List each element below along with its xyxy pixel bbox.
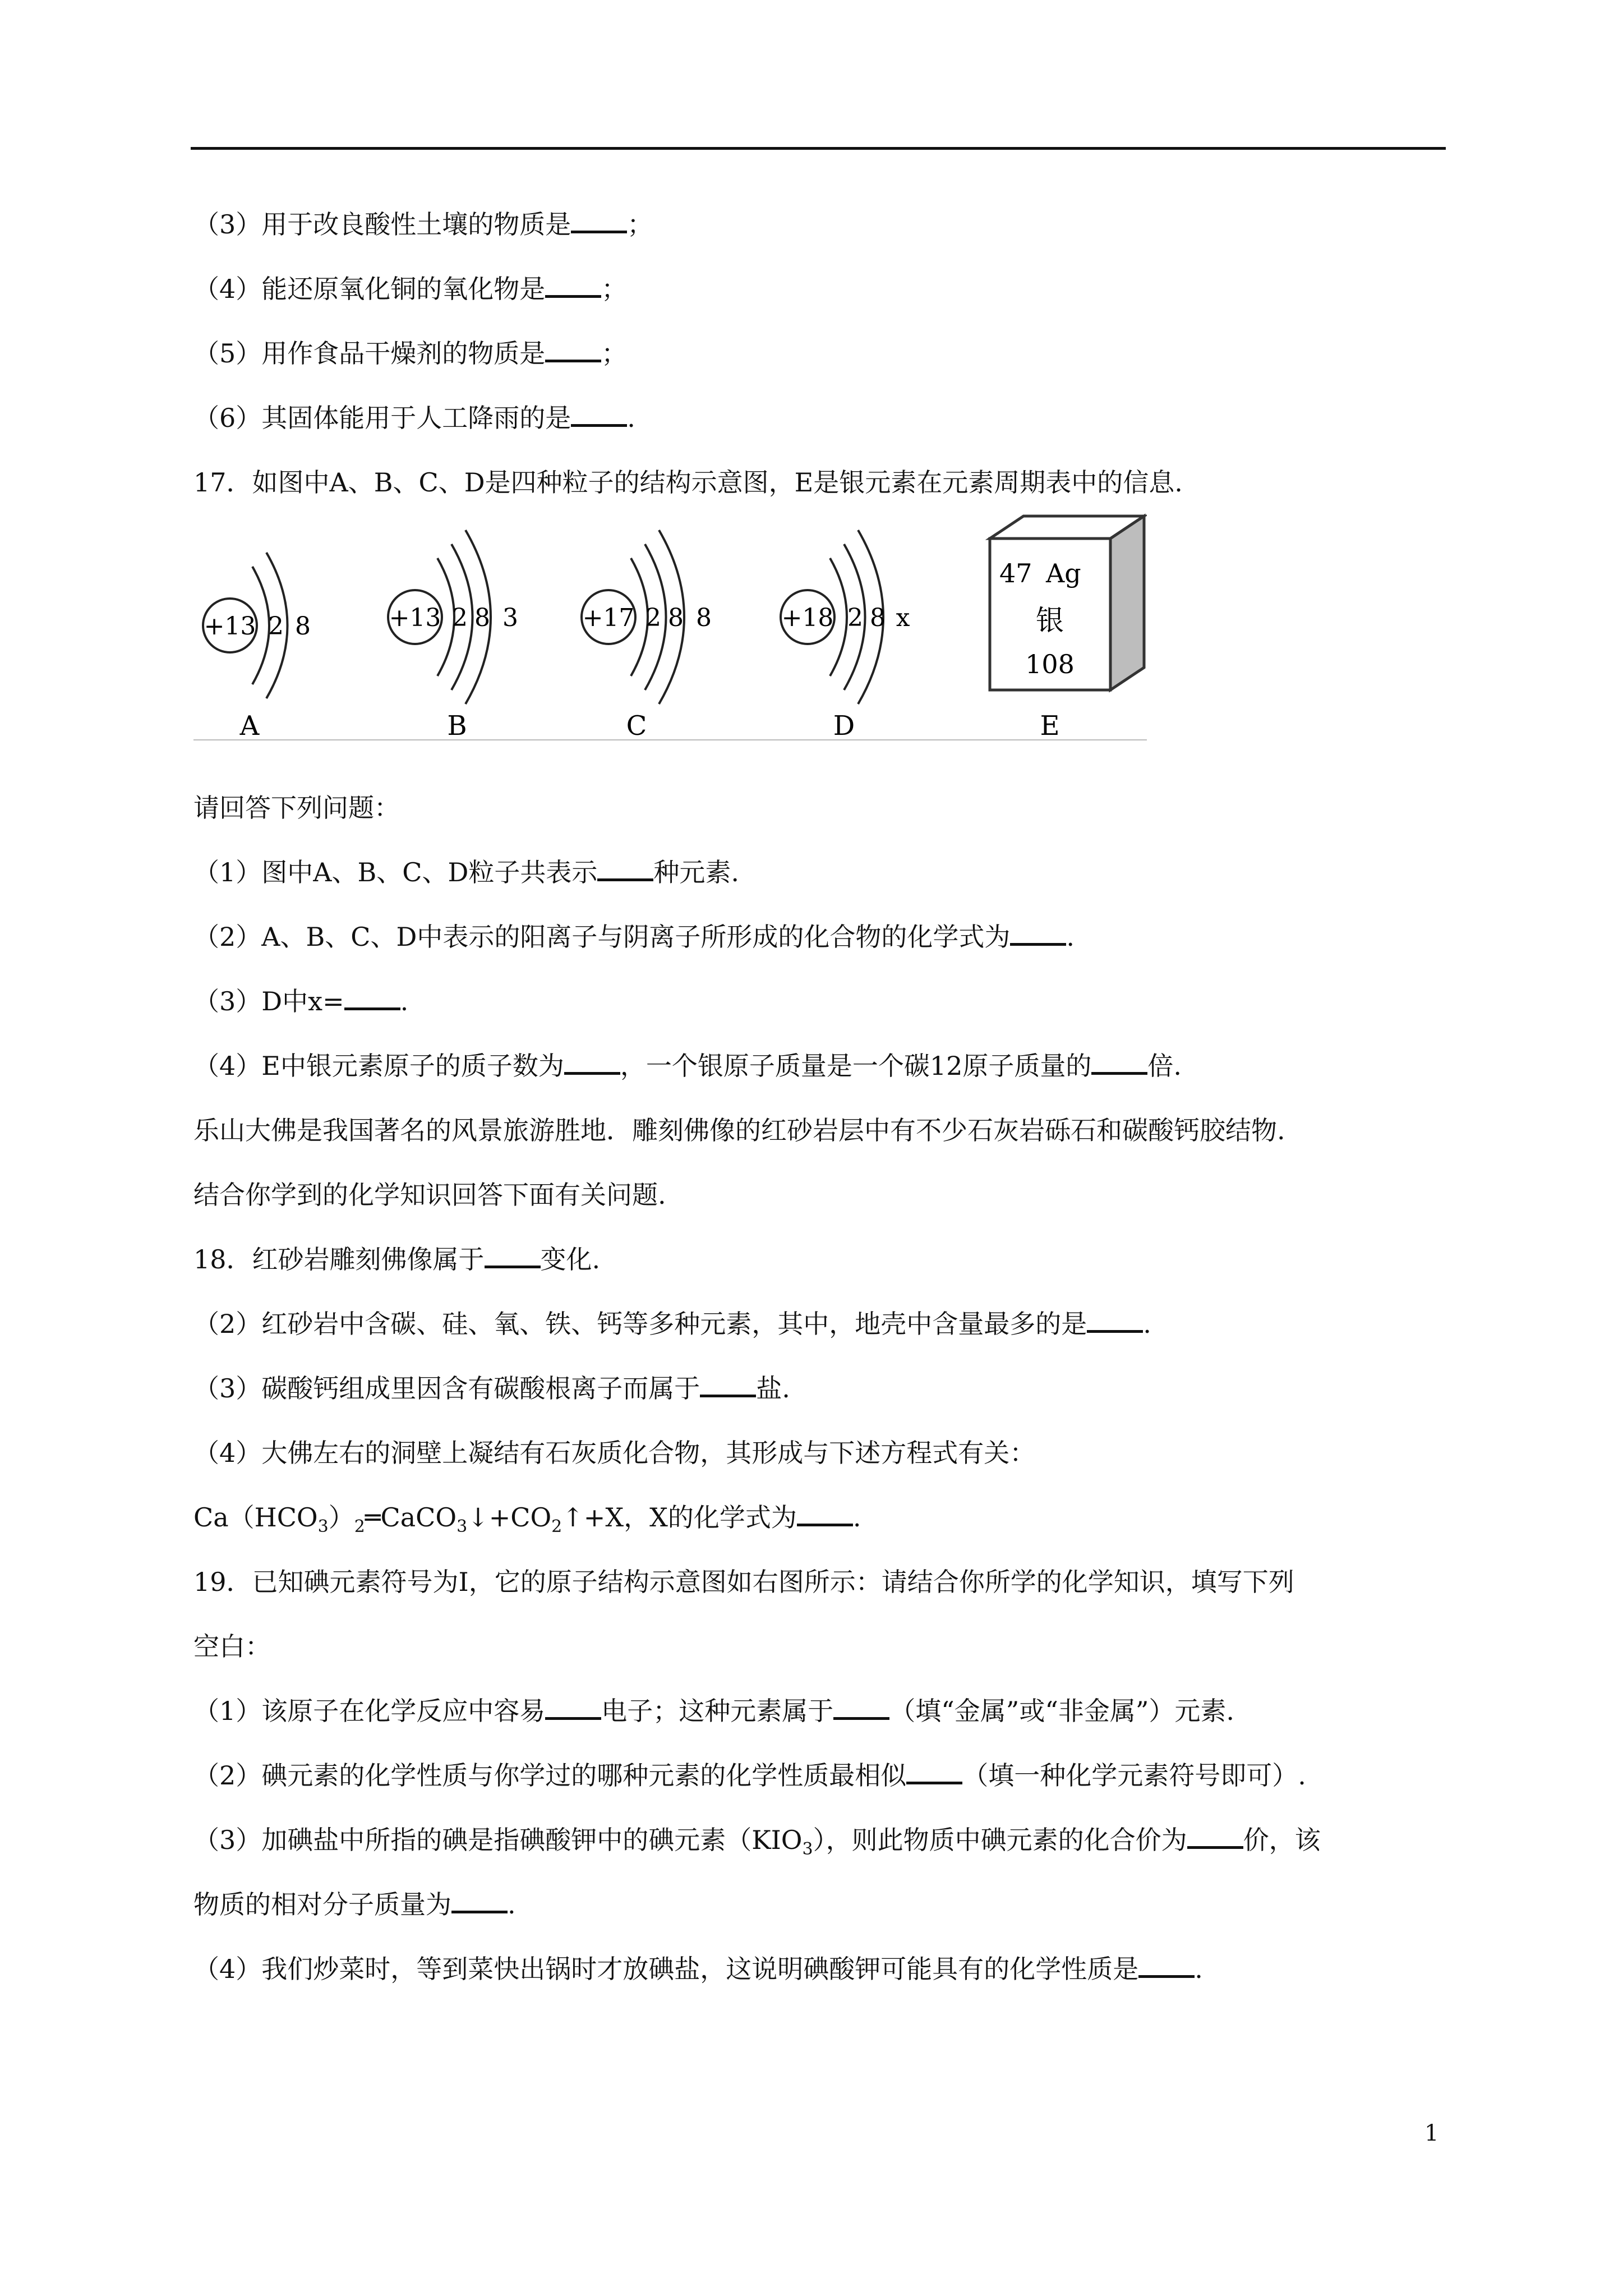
answer-blank bbox=[700, 1372, 756, 1397]
answer-blank bbox=[571, 208, 627, 233]
answer-blank bbox=[797, 1501, 853, 1526]
answer-blank bbox=[1087, 1308, 1143, 1333]
q18-item-3: （3）碳酸钙组成里因含有碳酸根离子而属于 盐. bbox=[193, 1373, 790, 1404]
particle-d-nucleus: +18 bbox=[781, 604, 834, 632]
particle-b-shell-2: 8 bbox=[474, 604, 490, 632]
particle-d-diagram bbox=[781, 530, 910, 740]
answer-blank bbox=[485, 1243, 541, 1268]
element-atomic-number: 47 bbox=[999, 558, 1032, 588]
element-atomic-mass: 108 bbox=[1025, 649, 1075, 679]
q16-item-5: （5）用作食品干燥剂的物质是 ； bbox=[193, 338, 628, 369]
particle-b-nucleus: +13 bbox=[389, 604, 441, 632]
leshan-intro-2: 结合你学到的化学知识回答下面有关问题. bbox=[193, 1180, 666, 1210]
q17-item-4: （4）E中银元素原子的质子数为 ，一个银原子质量是一个碳12原子质量的 倍. bbox=[193, 1051, 1182, 1081]
particle-c-shell-2: 8 bbox=[668, 604, 684, 632]
answer-blank bbox=[833, 1695, 889, 1720]
element-label: E bbox=[1040, 710, 1060, 740]
q16-item-4: （4）能还原氧化铜的氧化物是 ； bbox=[193, 274, 628, 304]
particle-c-nucleus: +17 bbox=[582, 604, 635, 632]
q17-stem: 17．如图中A、B、C、D是四种粒子的结构示意图，E是银元素在元素周期表中的信息. bbox=[193, 467, 1183, 498]
header-rule bbox=[191, 147, 1446, 150]
q19-item-3: （3）加碘盐中所指的碘是指碘酸钾中的碘元素$(KIO_3)$，则此物质中碘元素的化合价为 价，该 bbox=[193, 1825, 1321, 1860]
answer-blank bbox=[451, 1888, 508, 1913]
particle-d-shell-2: 8 bbox=[870, 604, 886, 632]
answer-blank bbox=[545, 337, 601, 362]
answer-blank bbox=[545, 273, 601, 298]
answer-blank bbox=[906, 1759, 962, 1784]
answer-blank bbox=[1091, 1050, 1147, 1075]
q17-item-2: （2）A、B、C、D中表示的阳离子与阴离子所形成的化合物的化学式为 . bbox=[193, 922, 1075, 952]
particle-c-label: C bbox=[626, 710, 647, 740]
q16-item-3: （3）用于改良酸性土壤的物质是 ； bbox=[193, 209, 653, 240]
answer-blank bbox=[344, 985, 400, 1010]
page-number: 1 bbox=[1424, 2120, 1439, 2146]
q19-item-1: （1）该原子在化学反应中容易 电子；这种元素属于 （填“金属”或“非金属”）元素. bbox=[193, 1696, 1234, 1726]
q19-item-3-cont: 物质的相对分子质量为 . bbox=[193, 1889, 516, 1920]
particle-a-nucleus: +13 bbox=[204, 612, 256, 641]
answer-blank bbox=[545, 1695, 601, 1720]
particle-a-shell-1: 2 bbox=[268, 612, 284, 641]
particle-d-shell-1: 2 bbox=[847, 604, 863, 632]
q16-item-6: （6）其固体能用于人工降雨的是 . bbox=[193, 403, 635, 433]
q17-item-1: （1）图中A、B、C、D粒子共表示 种元素. bbox=[193, 857, 739, 887]
answer-blank bbox=[1138, 1953, 1195, 1978]
answer-blank bbox=[564, 1050, 620, 1075]
particle-c-diagram bbox=[582, 530, 712, 740]
answer-blank bbox=[571, 402, 627, 427]
particle-b-shell-1: 2 bbox=[452, 604, 468, 632]
particle-d-shell-3: x bbox=[896, 604, 910, 632]
q17-item-3: （3）D中x= . bbox=[193, 986, 409, 1016]
particle-a-diagram bbox=[203, 553, 311, 740]
q18-item-1: 18．红砂岩雕刻佛像属于 变化. bbox=[193, 1244, 601, 1274]
answer-blank bbox=[597, 856, 653, 881]
q19-item-4: （4）我们炒菜时，等到菜快出锅时才放碘盐，这说明碘酸钾可能具有的化学性质是 . bbox=[193, 1954, 1203, 1984]
element-symbol: Ag bbox=[1046, 558, 1081, 588]
particle-b-diagram bbox=[388, 530, 518, 740]
answer-blank bbox=[1187, 1824, 1243, 1849]
q17-prompt: 请回答下列问题： bbox=[193, 793, 400, 823]
particle-b-shell-3: 3 bbox=[502, 604, 518, 632]
particle-d-label: D bbox=[833, 710, 855, 740]
periodic-table-cell-silver bbox=[990, 516, 1144, 740]
particle-a-shell-2: 8 bbox=[295, 612, 311, 641]
leshan-intro-1: 乐山大佛是我国著名的风景旅游胜地．雕刻佛像的红砂岩层中有不少石灰岩砾石和碳酸钙胶结物. bbox=[193, 1115, 1285, 1145]
answer-blank bbox=[1010, 921, 1066, 946]
particle-structure-figure bbox=[193, 513, 1147, 740]
particle-a-label: A bbox=[239, 710, 260, 740]
q19-stem-cont: 空白： bbox=[193, 1631, 271, 1662]
element-name: 银 bbox=[1036, 604, 1064, 637]
q18-item-2: （2）红砂岩中含碳、硅、氧、铁、钙等多种元素，其中，地壳中含量最多的是 . bbox=[193, 1309, 1151, 1339]
q19-stem: 19．已知碘元素符号为I，它的原子结构示意图如右图所示：请结合你所学的化学知识，填写下列 bbox=[193, 1567, 1294, 1597]
q18-item-4: （4）大佛左右的洞壁上凝结有石灰质化合物，其形成与下述方程式有关： bbox=[193, 1438, 1036, 1468]
particle-c-shell-1: 2 bbox=[645, 604, 661, 632]
q19-item-2: （2）碘元素的化学性质与你学过的哪种元素的化学性质最相似 （填一种化学元素符号即可）. bbox=[193, 1760, 1306, 1791]
particle-c-shell-3: 8 bbox=[696, 604, 712, 632]
q18-equation: $Ca(HCO_3)_2═CaCO_3↓+CO_2↑+X$，X的化学式为 . bbox=[193, 1502, 861, 1537]
particle-b-label: B bbox=[447, 710, 467, 740]
